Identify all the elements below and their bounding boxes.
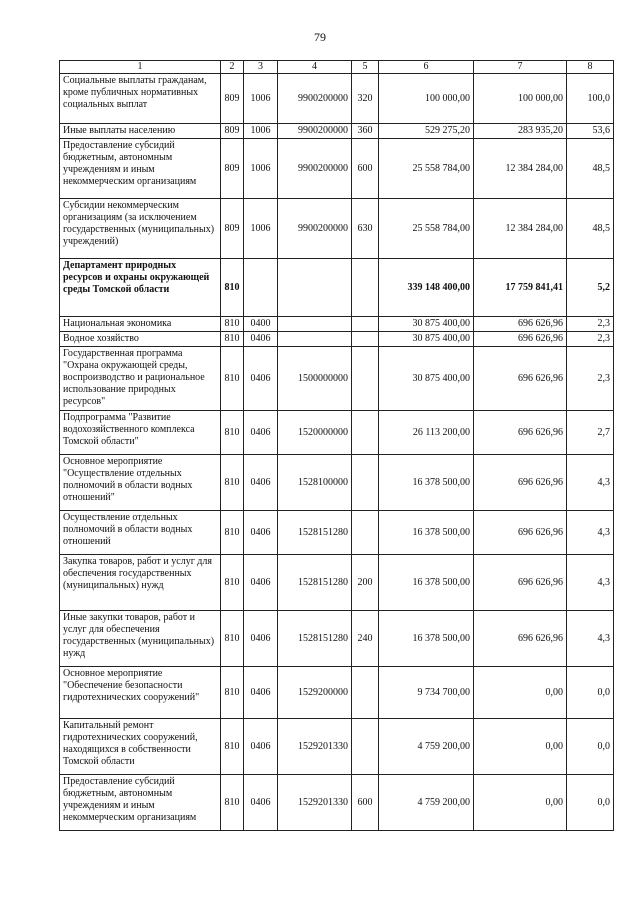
section-code-cell: 0406 [244, 455, 278, 511]
row-name-cell: Предоставление субсидий бюджетным, автономным учреждениям и иным некоммерческим организациям [60, 139, 221, 199]
planned-amount-cell: 25 558 784,00 [379, 139, 474, 199]
expense-type-cell: 200 [352, 555, 379, 611]
percent-cell: 0,0 [567, 775, 614, 831]
row-name-cell: Социальные выплаты гражданам, кроме публичных нормативных социальных выплат [60, 74, 221, 124]
planned-amount-cell: 4 759 200,00 [379, 775, 474, 831]
dept-code-cell: 810 [221, 317, 244, 332]
planned-amount-cell: 26 113 200,00 [379, 411, 474, 455]
section-code-cell: 1006 [244, 124, 278, 139]
executed-amount-cell: 12 384 284,00 [474, 139, 567, 199]
section-code-cell: 1006 [244, 74, 278, 124]
dept-code-cell: 809 [221, 139, 244, 199]
percent-cell: 48,5 [567, 199, 614, 259]
row-name-cell: Предоставление субсидий бюджетным, автономным учреждениям и иным некоммерческим организациям [60, 775, 221, 831]
target-article-cell: 1500000000 [278, 347, 352, 411]
executed-amount-cell: 696 626,96 [474, 611, 567, 667]
table-body [60, 74, 614, 831]
dept-code-cell: 809 [221, 124, 244, 139]
expense-type-cell: 360 [352, 124, 379, 139]
dept-code-cell: 810 [221, 555, 244, 611]
section-code-cell: 0406 [244, 775, 278, 831]
expense-type-cell: 630 [352, 199, 379, 259]
section-code-cell: 1006 [244, 199, 278, 259]
row-name-cell: Осуществление отдельных полномочий в области водных отношений [60, 511, 221, 555]
planned-amount-cell: 30 875 400,00 [379, 332, 474, 347]
expense-type-cell [352, 719, 379, 775]
target-article-cell: 9900200000 [278, 199, 352, 259]
table-row [60, 199, 614, 259]
percent-cell: 5,2 [567, 259, 614, 317]
executed-amount-cell: 696 626,96 [474, 347, 567, 411]
expense-type-cell: 600 [352, 139, 379, 199]
executed-amount-cell: 696 626,96 [474, 411, 567, 455]
dept-code-cell: 810 [221, 775, 244, 831]
column-header: 4 [278, 61, 352, 74]
dept-code-cell: 810 [221, 332, 244, 347]
expense-type-cell: 600 [352, 775, 379, 831]
target-article-cell: 9900200000 [278, 139, 352, 199]
executed-amount-cell: 696 626,96 [474, 455, 567, 511]
dept-code-cell: 810 [221, 719, 244, 775]
row-name-cell: Иные закупки товаров, работ и услуг для обеспечения государственных (муниципальных) нужд [60, 611, 221, 667]
budget-table [59, 60, 614, 831]
column-header: 7 [474, 61, 567, 74]
dept-code-cell: 810 [221, 455, 244, 511]
executed-amount-cell: 696 626,96 [474, 332, 567, 347]
section-code-cell: 0406 [244, 511, 278, 555]
table-row [60, 74, 614, 124]
percent-cell: 0,0 [567, 719, 614, 775]
section-code-cell: 0400 [244, 317, 278, 332]
percent-cell: 2,3 [567, 347, 614, 411]
target-article-cell: 1529201330 [278, 775, 352, 831]
percent-cell: 4,3 [567, 511, 614, 555]
dept-code-cell: 810 [221, 667, 244, 719]
planned-amount-cell: 16 378 500,00 [379, 611, 474, 667]
table-row [60, 775, 614, 831]
row-name-cell: Капитальный ремонт гидротехнических сооружений, находящихся в собственности Томской области [60, 719, 221, 775]
expense-type-cell [352, 511, 379, 555]
table-row [60, 347, 614, 411]
percent-cell: 100,0 [567, 74, 614, 124]
percent-cell: 48,5 [567, 139, 614, 199]
executed-amount-cell: 17 759 841,41 [474, 259, 567, 317]
section-code-cell: 0406 [244, 719, 278, 775]
column-header: 3 [244, 61, 278, 74]
target-article-cell: 1520000000 [278, 411, 352, 455]
percent-cell: 4,3 [567, 455, 614, 511]
section-code-cell: 0406 [244, 555, 278, 611]
table-row [60, 611, 614, 667]
expense-type-cell [352, 347, 379, 411]
row-name-cell: Основное мероприятие "Обеспечение безопасности гидротехнических сооружений" [60, 667, 221, 719]
target-article-cell [278, 317, 352, 332]
dept-code-cell: 809 [221, 199, 244, 259]
planned-amount-cell: 9 734 700,00 [379, 667, 474, 719]
planned-amount-cell: 16 378 500,00 [379, 555, 474, 611]
percent-cell: 2,3 [567, 317, 614, 332]
table-row [60, 719, 614, 775]
table-row [60, 411, 614, 455]
planned-amount-cell: 16 378 500,00 [379, 511, 474, 555]
expense-type-cell [352, 259, 379, 317]
expense-type-cell [352, 455, 379, 511]
percent-cell: 4,3 [567, 611, 614, 667]
expense-type-cell [352, 317, 379, 332]
target-article-cell: 1528151280 [278, 611, 352, 667]
table-row [60, 259, 614, 317]
executed-amount-cell: 283 935,20 [474, 124, 567, 139]
dept-code-cell: 810 [221, 511, 244, 555]
expense-type-cell [352, 667, 379, 719]
dept-code-cell: 810 [221, 411, 244, 455]
percent-cell: 0,0 [567, 667, 614, 719]
section-code-cell: 0406 [244, 667, 278, 719]
section-code-cell: 0406 [244, 611, 278, 667]
planned-amount-cell: 100 000,00 [379, 74, 474, 124]
row-name-cell: Водное хозяйство [60, 332, 221, 347]
header-row [60, 61, 614, 74]
executed-amount-cell: 0,00 [474, 719, 567, 775]
row-name-cell: Подпрограмма "Развитие водохозяйственного комплекса Томской области" [60, 411, 221, 455]
table-row [60, 511, 614, 555]
executed-amount-cell: 0,00 [474, 775, 567, 831]
target-article-cell: 9900200000 [278, 124, 352, 139]
target-article-cell: 1529200000 [278, 667, 352, 719]
section-code-cell: 0406 [244, 411, 278, 455]
percent-cell: 2,3 [567, 332, 614, 347]
target-article-cell: 1528151280 [278, 511, 352, 555]
dept-code-cell: 810 [221, 259, 244, 317]
section-code-cell [244, 259, 278, 317]
executed-amount-cell: 696 626,96 [474, 555, 567, 611]
page-number: 79 [314, 30, 326, 44]
percent-cell: 53,6 [567, 124, 614, 139]
table-row [60, 455, 614, 511]
target-article-cell: 1528100000 [278, 455, 352, 511]
section-code-cell: 0406 [244, 347, 278, 411]
row-name-cell: Государственная программа "Охрана окружающей среды, воспроизводство и рациональное использование природных ресурсов" [60, 347, 221, 411]
column-header: 1 [60, 61, 221, 74]
planned-amount-cell: 339 148 400,00 [379, 259, 474, 317]
target-article-cell: 1528151280 [278, 555, 352, 611]
row-name-cell: Субсидии некоммерческим организациям (за исключением государственных (муниципальных) учреждений) [60, 199, 221, 259]
planned-amount-cell: 25 558 784,00 [379, 199, 474, 259]
row-name-cell: Основное мероприятие "Осуществление отдельных полномочий в области водных отношений" [60, 455, 221, 511]
executed-amount-cell: 100 000,00 [474, 74, 567, 124]
planned-amount-cell: 529 275,20 [379, 124, 474, 139]
row-name-cell: Закупка товаров, работ и услуг для обеспечения государственных (муниципальных) нужд [60, 555, 221, 611]
percent-cell: 4,3 [567, 555, 614, 611]
target-article-cell [278, 332, 352, 347]
expense-type-cell: 240 [352, 611, 379, 667]
executed-amount-cell: 696 626,96 [474, 317, 567, 332]
planned-amount-cell: 30 875 400,00 [379, 347, 474, 411]
expense-type-cell: 320 [352, 74, 379, 124]
table-row [60, 332, 614, 347]
executed-amount-cell: 12 384 284,00 [474, 199, 567, 259]
column-header: 2 [221, 61, 244, 74]
table-row [60, 667, 614, 719]
table-row [60, 124, 614, 139]
column-header: 8 [567, 61, 614, 74]
planned-amount-cell: 16 378 500,00 [379, 455, 474, 511]
executed-amount-cell: 696 626,96 [474, 511, 567, 555]
column-header: 6 [379, 61, 474, 74]
expense-type-cell [352, 332, 379, 347]
table-row [60, 317, 614, 332]
planned-amount-cell: 30 875 400,00 [379, 317, 474, 332]
expense-type-cell [352, 411, 379, 455]
table-row [60, 139, 614, 199]
section-code-cell: 0406 [244, 332, 278, 347]
row-name-cell: Национальная экономика [60, 317, 221, 332]
target-article-cell [278, 259, 352, 317]
row-name-cell: Иные выплаты населению [60, 124, 221, 139]
executed-amount-cell: 0,00 [474, 667, 567, 719]
row-name-cell: Департамент природных ресурсов и охраны окружающей среды Томской области [60, 259, 221, 317]
dept-code-cell: 810 [221, 611, 244, 667]
column-header: 5 [352, 61, 379, 74]
target-article-cell: 9900200000 [278, 74, 352, 124]
section-code-cell: 1006 [244, 139, 278, 199]
planned-amount-cell: 4 759 200,00 [379, 719, 474, 775]
dept-code-cell: 810 [221, 347, 244, 411]
table-row [60, 555, 614, 611]
percent-cell: 2,7 [567, 411, 614, 455]
target-article-cell: 1529201330 [278, 719, 352, 775]
dept-code-cell: 809 [221, 74, 244, 124]
